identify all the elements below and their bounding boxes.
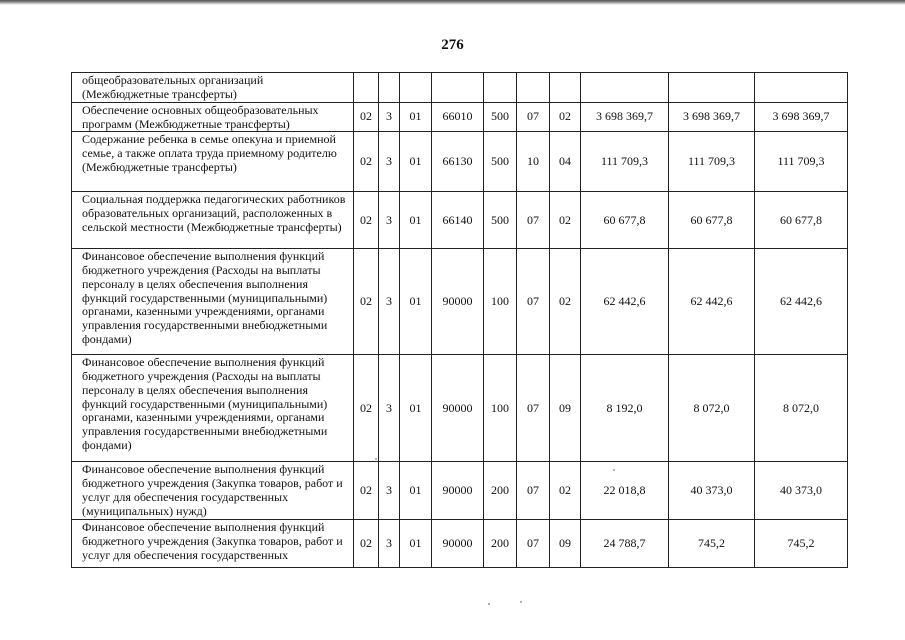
scan-speck: [613, 469, 615, 471]
code-cell: 3: [379, 355, 400, 462]
code-cell: 02: [354, 132, 379, 192]
code-cell: 02: [550, 462, 581, 520]
scan-top-edge: [0, 0, 905, 5]
amount-cell: 3 698 369,7: [669, 103, 755, 132]
amount-cell: 62 442,6: [581, 249, 669, 355]
amount-cell: 24 788,7: [581, 520, 669, 568]
code-cell: 01: [400, 462, 432, 520]
amount-cell: 111 709,3: [669, 132, 755, 192]
code-cell: 02: [354, 355, 379, 462]
amount-cell: [581, 73, 669, 103]
budget-table: [71, 72, 848, 568]
code-cell: 200: [484, 462, 517, 520]
code-cell: 07: [517, 103, 550, 132]
row-description: Содержание ребенка в семье опекуна и приемной семье, а также оплата труда приемному родителю (Межбюджетные трансферты): [72, 132, 354, 192]
code-cell: 90000: [432, 520, 484, 568]
code-cell: 07: [517, 520, 550, 568]
code-cell: [379, 73, 400, 103]
code-cell: 07: [517, 192, 550, 249]
amount-cell: 22 018,8: [581, 462, 669, 520]
amount-cell: 8 072,0: [755, 355, 848, 462]
code-cell: 02: [354, 520, 379, 568]
scan-speck: [520, 601, 522, 603]
page-number: 276: [441, 37, 464, 53]
code-cell: [432, 73, 484, 103]
code-cell: 02: [550, 103, 581, 132]
amount-cell: 3 698 369,7: [581, 103, 669, 132]
code-cell: 200: [484, 520, 517, 568]
code-cell: 500: [484, 132, 517, 192]
amount-cell: 8 192,0: [581, 355, 669, 462]
code-cell: 02: [550, 249, 581, 355]
code-cell: 02: [354, 462, 379, 520]
code-cell: 100: [484, 249, 517, 355]
code-cell: 02: [550, 192, 581, 249]
budget-table-body: [72, 73, 848, 568]
table-row: [72, 520, 848, 568]
code-cell: 07: [517, 355, 550, 462]
table-row: [72, 249, 848, 355]
scan-speck: [375, 458, 377, 460]
code-cell: 07: [517, 462, 550, 520]
code-cell: 3: [379, 192, 400, 249]
code-cell: 3: [379, 249, 400, 355]
table-row: [72, 103, 848, 132]
code-cell: [484, 73, 517, 103]
row-description: Финансовое обеспечение выполнения функций бюджетного учреждения (Расходы на выплаты персоналу в целях обеспечения выполнения функций государственными (муниципальными) органами, казенными учреждениями, органами управления государственными внебюджетными фондами): [72, 355, 354, 462]
amount-cell: 111 709,3: [581, 132, 669, 192]
row-description: Обеспечение основных общеобразовательных программ (Межбюджетные трансферты): [72, 103, 354, 132]
code-cell: 90000: [432, 355, 484, 462]
row-description: общеобразовательных организаций (Межбюджетные трансферты): [72, 73, 354, 103]
code-cell: 3: [379, 103, 400, 132]
code-cell: 500: [484, 103, 517, 132]
row-description: Финансовое обеспечение выполнения функций бюджетного учреждения (Расходы на выплаты персоналу в целях обеспечения выполнения функций государственными (муниципальными) органами, казенными учреждениями, органами управления государственными внебюджетными фондами): [72, 249, 354, 355]
amount-cell: 60 677,8: [581, 192, 669, 249]
code-cell: [517, 73, 550, 103]
code-cell: 02: [354, 192, 379, 249]
table-row: [72, 192, 848, 249]
code-cell: 01: [400, 355, 432, 462]
code-cell: [400, 73, 432, 103]
scan-speck: [488, 603, 490, 605]
amount-cell: 8 072,0: [669, 355, 755, 462]
code-cell: 3: [379, 520, 400, 568]
code-cell: 01: [400, 520, 432, 568]
amount-cell: 745,2: [669, 520, 755, 568]
code-cell: 01: [400, 192, 432, 249]
code-cell: [550, 73, 581, 103]
code-cell: 09: [550, 355, 581, 462]
code-cell: 90000: [432, 462, 484, 520]
code-cell: 02: [354, 249, 379, 355]
amount-cell: 62 442,6: [755, 249, 848, 355]
table-row: [72, 132, 848, 192]
code-cell: 01: [400, 132, 432, 192]
code-cell: 500: [484, 192, 517, 249]
amount-cell: 62 442,6: [669, 249, 755, 355]
code-cell: [354, 73, 379, 103]
table-row: [72, 73, 848, 103]
table-row: [72, 355, 848, 462]
row-description: Социальная поддержка педагогических работников образовательных организаций, расположенных в сельской местности (Межбюджетные трансферты): [72, 192, 354, 249]
amount-cell: [755, 73, 848, 103]
code-cell: 100: [484, 355, 517, 462]
code-cell: 09: [550, 520, 581, 568]
code-cell: 07: [517, 249, 550, 355]
code-cell: 3: [379, 462, 400, 520]
code-cell: 02: [354, 103, 379, 132]
amount-cell: 60 677,8: [755, 192, 848, 249]
amount-cell: 60 677,8: [669, 192, 755, 249]
code-cell: 3: [379, 132, 400, 192]
code-cell: 04: [550, 132, 581, 192]
row-description: Финансовое обеспечение выполнения функций бюджетного учреждения (Закупка товаров, работ и услуг для обеспечения государственных (муниципальных) нужд): [72, 462, 354, 520]
code-cell: 90000: [432, 249, 484, 355]
amount-cell: 745,2: [755, 520, 848, 568]
row-description: Финансовое обеспечение выполнения функций бюджетного учреждения (Закупка товаров, работ и услуг для обеспечения государственных: [72, 520, 354, 568]
code-cell: 66130: [432, 132, 484, 192]
amount-cell: 40 373,0: [669, 462, 755, 520]
code-cell: 01: [400, 249, 432, 355]
code-cell: 10: [517, 132, 550, 192]
amount-cell: 3 698 369,7: [755, 103, 848, 132]
amount-cell: 111 709,3: [755, 132, 848, 192]
amount-cell: 40 373,0: [755, 462, 848, 520]
code-cell: 66140: [432, 192, 484, 249]
table-row: [72, 462, 848, 520]
code-cell: 66010: [432, 103, 484, 132]
code-cell: 01: [400, 103, 432, 132]
amount-cell: [669, 73, 755, 103]
